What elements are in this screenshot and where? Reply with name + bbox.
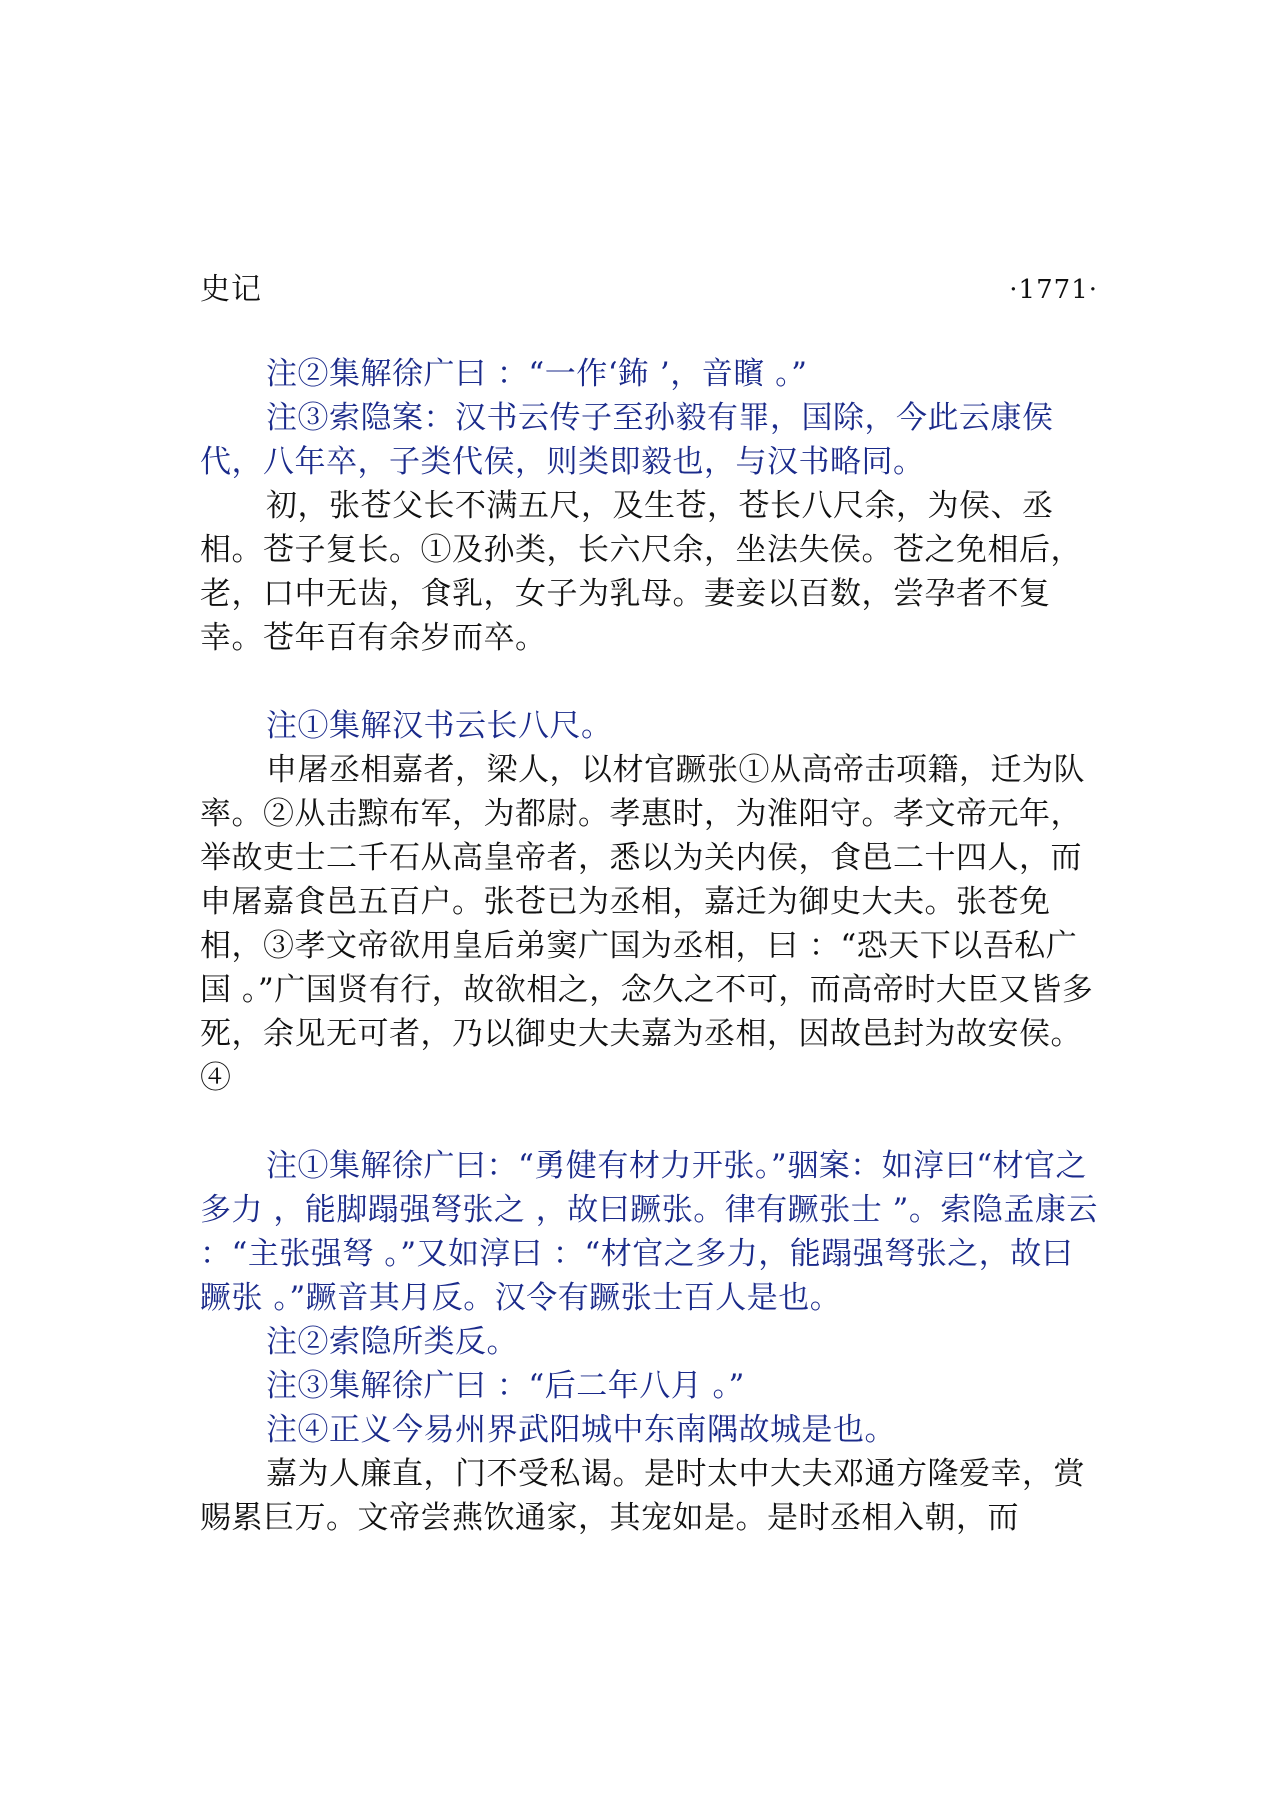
main-text-paragraph: 嘉为人廉直，门不受私谒。是时太中大夫邓通方隆爱幸，赏赐累巨万。文帝尝燕饮通家，其宠如是。是时丞相入朝，而 [200, 1456, 1085, 1536]
main-text-paragraph: 申屠丞相嘉者，梁人，以材官蹶张①从高帝击项籍，迁为队率。②从击黥布军，为都尉。孝惠时，为淮阳守。孝文帝元年，举故吏士二千石从高皇帝者，悉以为关内侯，食邑二十四人，而申屠嘉食邑五百户。张苍已为丞相，嘉迁为御史大夫。张苍免相，③孝文帝欲用皇后弟窦广国为丞相，曰 ：“恐天下以吾私广国 。”广国贤有行，故欲相之，念久之不可，而高帝时大臣又皆多死，余见无可者，乃以御史大夫嘉为丞相，因故邑封为故安侯。④ [200, 752, 1094, 1096]
book-title: 史记 [200, 272, 262, 307]
annotation-paragraph: 注③集解徐广曰 ：“后二年八月 。” [266, 1368, 745, 1404]
annotation-paragraph: 注①集解徐广曰：“勇健有材力开张。”骃案：如淳曰“材官之多力 ，能脚蹋强弩张之 ，故曰蹶张。律有蹶张士 ”。索隐孟康云 ：“主张强弩 。”又如淳曰 ：“材官之多力，能蹋强弩张之，故曰蹶张 。”蹶音其月反。汉令有蹶张士百人是也。 [200, 1148, 1098, 1316]
paragraph-gap [200, 1100, 1098, 1144]
annotation-paragraph: 注②索隐所类反。 [266, 1324, 518, 1360]
annotation-paragraph: 注①集解汉书云长八尺。 [266, 708, 613, 744]
paragraph-gap [200, 660, 1098, 704]
annotation-paragraph: 注②集解徐广曰 ：“一作‘鈽 ’，音矉 。” [266, 356, 808, 392]
main-text-paragraph: 初，张苍父长不满五尺，及生苍，苍长八尺余，为侯、丞相。苍子复长。①及孙类，长六尺余，坐法失侯。苍之免相后，老，口中无齿，食乳，女子为乳母。妻妾以百数，尝孕者不复幸。苍年百有余岁而卒。 [200, 488, 1082, 656]
annotation-paragraph: 注④正义今易州界武阳城中东南隅故城是也。 [266, 1412, 896, 1448]
annotation-paragraph: 注③索隐案：汉书云传子至孙毅有罪，国除，今此云康侯代，八年卒，子类代侯，则类即毅也，与汉书略同。 [200, 400, 1054, 480]
page-body [200, 352, 1098, 1540]
page-number: ·1771· [1009, 275, 1098, 305]
running-header [200, 268, 1098, 312]
